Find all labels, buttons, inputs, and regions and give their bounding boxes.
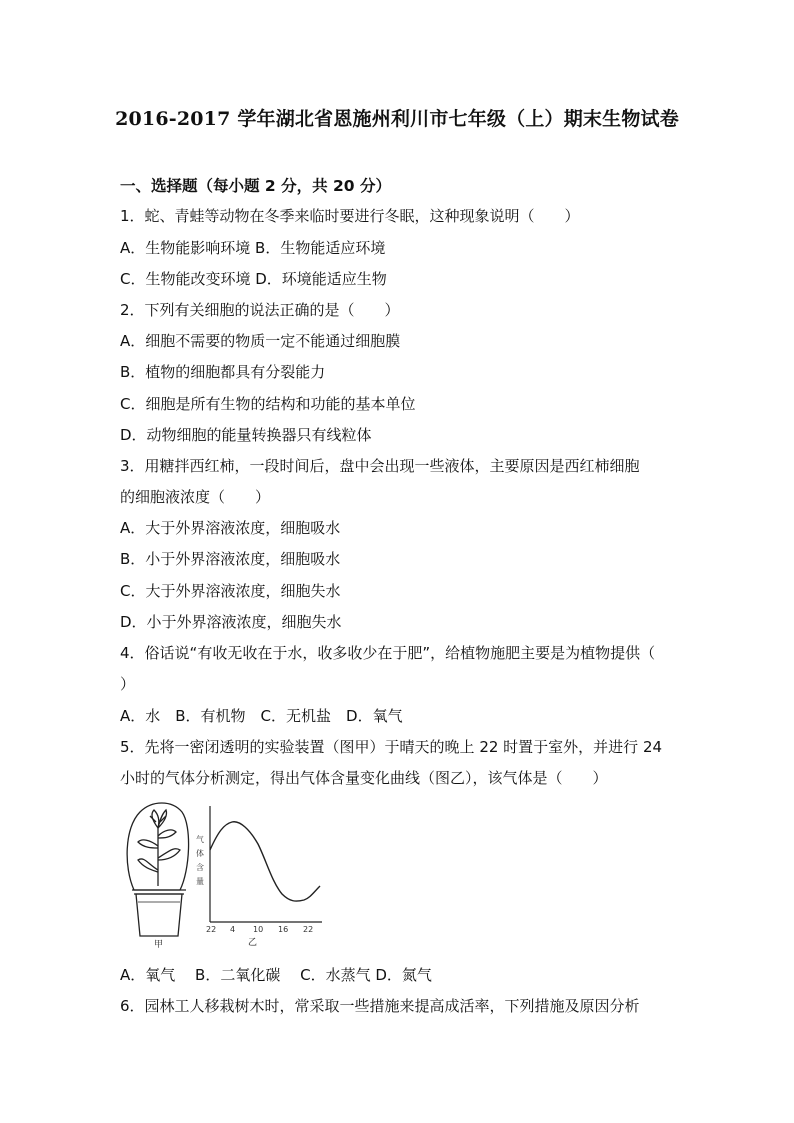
x-tick-10: 10 <box>253 925 264 934</box>
page-title: 2016-2017 学年湖北省恩施州利川市七年级（上）期末生物试卷 <box>115 108 679 130</box>
q3-stem-line2: 的细胞液浓度（ ） <box>120 488 271 506</box>
q3-option-c: C．大于外界溶液浓度，细胞失水 <box>120 582 341 600</box>
q5-figure <box>120 798 326 950</box>
q4-options: A．水 B．有机物 C．无机盐 D．氧气 <box>120 707 403 725</box>
y-axis-label-4: 量 <box>196 877 204 886</box>
y-axis-label-3: 含 <box>196 863 204 872</box>
q5-stem-line1: 5．先将一密闭透明的实验装置（图甲）于晴天的晚上 22 时置于室外，并进行 24 <box>120 738 663 756</box>
y-axis-label-2: 体 <box>196 849 204 858</box>
q5-stem-line2: 小时的气体分析测定，得出气体含量变化曲线（图乙），该气体是（ ） <box>120 769 608 787</box>
x-tick-16: 16 <box>278 925 289 934</box>
q2-option-a: A．细胞不需要的物质一定不能通过细胞膜 <box>120 332 401 350</box>
y-axis-label-1: 气 <box>196 835 204 844</box>
q3-option-d: D．小于外界溶液浓度，细胞失水 <box>120 613 342 631</box>
gas-content-curve <box>210 822 320 901</box>
q3-option-b: B．小于外界溶液浓度，细胞吸水 <box>120 550 341 568</box>
q2-stem: 2．下列有关细胞的说法正确的是（ ） <box>120 301 400 319</box>
section-heading: 一、选择题（每小题 2 分，共 20 分） <box>120 177 391 195</box>
gas-curve-chart <box>210 806 322 922</box>
q4-stem-line2: ） <box>120 675 136 693</box>
bell-jar-illustration <box>127 803 188 936</box>
x-tick-22b: 22 <box>303 925 314 934</box>
q3-option-a: A．大于外界溶液浓度，细胞吸水 <box>120 519 341 537</box>
x-tick-22a: 22 <box>206 925 217 934</box>
q2-option-c: C．细胞是所有生物的结构和功能的基本单位 <box>120 395 416 413</box>
q4-stem-line1: 4．俗话说“有收无收在于水，收多收少在于肥”，给植物施肥主要是为植物提供（ <box>120 644 656 662</box>
x-tick-4: 4 <box>230 925 236 934</box>
q3-stem-line1: 3．用糖拌西红柿，一段时间后，盘中会出现一些液体，主要原因是西红柿细胞 <box>120 457 640 475</box>
q1-stem: 1．蛇、青蛙等动物在冬季来临时要进行冬眠，这种现象说明（ ） <box>120 207 580 225</box>
q6-stem-line1: 6．园林工人移栽树木时，常采取一些措施来提高成活率，下列措施及原因分析 <box>120 997 640 1015</box>
q5-options: A．氧气 B．二氧化碳 C．水蒸气 D．氮气 <box>120 966 432 984</box>
q1-options-cd: C．生物能改变环境 D．环境能适应生物 <box>120 270 387 288</box>
q1-options-ab: A．生物能影响环境 B．生物能适应环境 <box>120 239 386 257</box>
q2-option-d: D．动物细胞的能量转换器只有线粒体 <box>120 426 372 444</box>
q2-option-b: B．植物的细胞都具有分裂能力 <box>120 363 326 381</box>
fig-label-left: 甲 <box>154 940 164 950</box>
fig-label-right: 乙 <box>248 938 258 948</box>
